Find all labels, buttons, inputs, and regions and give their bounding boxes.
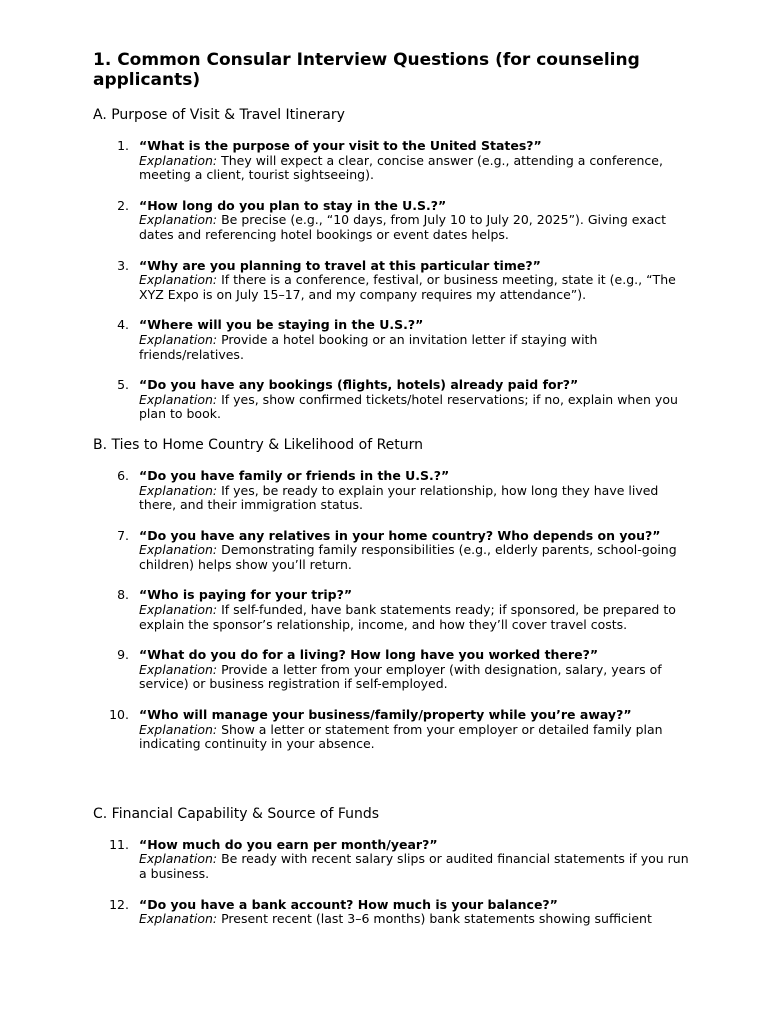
explanation-label: Explanation: xyxy=(139,851,222,867)
question-item xyxy=(93,529,693,573)
section-spacer xyxy=(93,767,693,806)
question-text: “Do you have family or friends in the U.S.?” xyxy=(139,467,450,483)
question-list-c xyxy=(93,838,693,927)
question-text: “How long do you plan to stay in the U.S.?” xyxy=(139,197,447,213)
explanation-label: Explanation: xyxy=(139,542,222,558)
question-number: 11. xyxy=(109,836,129,852)
question-item xyxy=(93,259,693,303)
explanation-label: Explanation: xyxy=(139,721,222,737)
question-text: “Who will manage your business/family/property while you’re away?” xyxy=(139,707,632,723)
question-item xyxy=(93,378,693,422)
explanation-label: Explanation: xyxy=(139,661,222,677)
question-number: 3. xyxy=(117,257,129,273)
explanation-label: Explanation: xyxy=(139,911,222,927)
explanation-text: Demonstrating family responsibilities (e.g., elderly parents, school-going children) helps show you’ll return. xyxy=(139,542,677,572)
section-heading-b: B. Ties to Home Country & Likelihood of Return xyxy=(93,436,424,453)
question-item xyxy=(93,898,693,927)
question-item xyxy=(93,139,693,183)
explanation-text: If self-funded, have bank statements ready; if sponsored, be prepared to explain the sponsor’s relationship, income, and how they’ll cover travel costs. xyxy=(139,602,676,632)
question-number: 1. xyxy=(117,138,129,153)
question-number: 10. xyxy=(109,707,129,723)
question-number: 2. xyxy=(117,197,129,213)
question-text: “Do you have any bookings (flights, hotels) already paid for?” xyxy=(139,377,579,393)
section-heading-c: C. Financial Capability & Source of Funds xyxy=(93,805,380,822)
explanation-text: If yes, show confirmed tickets/hotel reservations; if no, explain when you plan to book. xyxy=(139,391,678,422)
explanation-text: Show a letter or statement from your employer or detailed family plan indicating continuity in your absence. xyxy=(139,721,663,752)
question-number: 7. xyxy=(117,527,129,543)
question-number: 5. xyxy=(117,377,129,393)
question-item xyxy=(93,648,693,692)
question-text: “Who is paying for your trip?” xyxy=(139,587,353,603)
explanation-label: Explanation: xyxy=(139,391,222,407)
explanation-label: Explanation: xyxy=(139,602,222,618)
explanation-text: They will expect a clear, concise answer (e.g., attending a conference, meeting a client, tourist sightseeing). xyxy=(139,152,663,183)
explanation-label: Explanation: xyxy=(139,482,222,498)
question-text: “Do you have any relatives in your home country? Who depends on you?” xyxy=(139,527,661,543)
question-item xyxy=(93,318,693,362)
question-text: “Where will you be staying in the U.S.?” xyxy=(139,317,424,333)
explanation-text: Provide a letter from your employer (with designation, salary, years of service) or business registration if self-employed. xyxy=(139,661,662,692)
explanation-label: Explanation: xyxy=(139,212,222,228)
question-item xyxy=(93,838,693,882)
explanation-text: If there is a conference, festival, or business meeting, state it (e.g., “The XYZ Expo is on July 15–17, and my company requires my attendance”). xyxy=(139,272,676,302)
question-text: “What is the purpose of your visit to the United States?” xyxy=(139,138,542,153)
explanation-label: Explanation: xyxy=(139,331,222,347)
question-number: 9. xyxy=(117,647,129,663)
question-text: “Why are you planning to travel at this particular time?” xyxy=(139,257,541,273)
question-item xyxy=(93,469,693,513)
question-text: “Do you have a bank account? How much is your balance?” xyxy=(139,896,558,912)
explanation-text: Provide a hotel booking or an invitation letter if staying with friends/relatives. xyxy=(139,331,598,362)
explanation-label: Explanation: xyxy=(139,152,222,168)
explanation-label: Explanation: xyxy=(139,272,222,288)
question-number: 8. xyxy=(117,587,129,603)
question-text: “How much do you earn per month/year?” xyxy=(139,836,438,852)
question-number: 4. xyxy=(117,317,129,333)
document-page xyxy=(93,50,693,942)
question-number: 12. xyxy=(109,896,129,912)
question-list-b xyxy=(93,469,693,752)
section-heading-a: A. Purpose of Visit & Travel Itinerary xyxy=(93,107,345,123)
explanation-text: Present recent (last 3–6 months) bank statements showing sufficient xyxy=(221,911,652,927)
explanation-text: Be precise (e.g., “10 days, from July 10 to July 20, 2025”). Giving exact dates and referencing hotel bookings or event dates helps. xyxy=(139,212,667,242)
question-number: 6. xyxy=(117,467,129,483)
explanation-text: If yes, be ready to explain your relationship, how long they have lived there, and their immigration status. xyxy=(139,482,659,513)
explanation-text: Be ready with recent salary slips or audited financial statements if you run a business. xyxy=(139,851,689,881)
question-item xyxy=(93,199,693,243)
document-title: 1. Common Consular Interview Questions (for counseling applicants) xyxy=(93,50,640,90)
question-item xyxy=(93,588,693,632)
question-text: “What do you do for a living? How long have you worked there?” xyxy=(139,647,599,663)
question-list-a xyxy=(93,139,693,422)
question-item xyxy=(93,708,693,752)
